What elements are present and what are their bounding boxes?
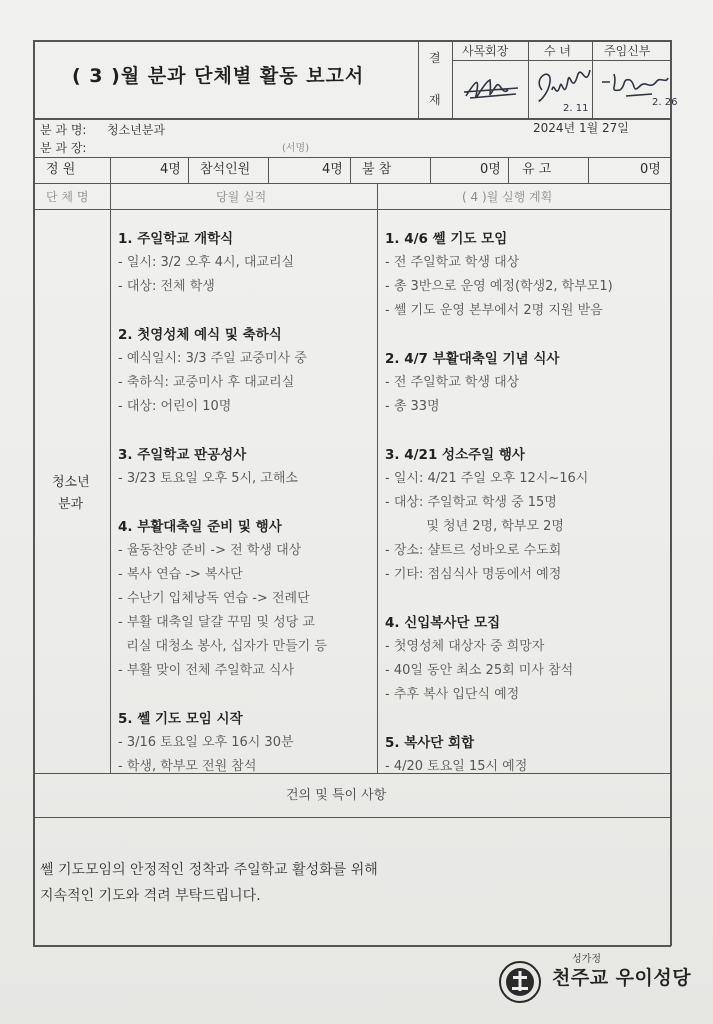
plan-item: - 40일 동안 최소 25회 미사 참석 [385,663,574,678]
results-item: - 율동찬양 준비 -> 전 학생 대상 [118,543,302,558]
results-section [118,443,373,491]
plan-section-title: 1. 4/6 쎌 기도 모임 [385,231,508,247]
head-label: 분 과 장: [40,141,87,155]
results-section [118,323,373,419]
suggestion-header: 건의 및 특이 사항 [286,788,387,803]
plan-item: - 쎌 기도 운영 본부에서 2명 지원 받음 [385,303,603,318]
report-title: ( 3 )월 분과 단체별 활동 보고서 [72,65,365,87]
absent-label: 불 참 [362,162,392,177]
present-value: 4명 [322,162,343,177]
plan-column [385,227,667,803]
plan-item: 및 청년 2명, 학부모 2명 [385,519,564,534]
plan-section [385,347,667,419]
results-item: - 3/23 토요일 오후 5시, 고해소 [118,471,298,486]
plan-section-title: 4. 신입복사단 모집 [385,615,501,631]
results-item: - 부활 대축일 달걀 꾸밈 및 성당 교 [118,615,315,630]
plan-item: - 장소: 샬트르 성바오로 수도회 [385,543,562,558]
signature-date-sister: 2. 11 [563,103,589,114]
plan-section [385,443,667,587]
results-section-title: 2. 첫영성체 예식 및 축하식 [118,327,282,343]
results-item: - 축하식: 교중미사 후 대교리실 [118,375,295,390]
suggestion-line-2: 지속적인 기도와 격려 부탁드립니다. [40,888,261,904]
logo-text: 천주교 우이성당 [552,967,692,989]
plan-item: - 기타: 점심식사 명동에서 예정 [385,567,562,582]
results-item: - 수난기 입체낭독 연습 -> 전례단 [118,591,310,606]
results-item: - 대상: 전체 학생 [118,279,215,294]
results-section [118,707,373,779]
results-item: - 복사 연습 -> 복사단 [118,567,243,582]
plan-item: - 총 3반으로 운영 예정(학생2, 학부모1) [385,279,613,294]
quota-label: 정 원 [46,162,76,177]
quota-value: 4명 [160,162,181,177]
group-name-line1: 청소년 [52,475,90,490]
sign-hint: (서명) [282,143,310,154]
plan-item: - 전 주일학교 학생 대상 [385,255,520,270]
results-section-title: 5. 쎌 기도 모임 시작 [118,711,243,727]
results-item: 리실 대청소 봉사, 십자가 만들기 등 [118,639,327,654]
absent-value: 0명 [480,162,501,177]
approval-header-council: 사목회장 [462,44,509,58]
plan-section-title: 3. 4/21 성소주일 행사 [385,447,525,463]
group-name-line2: 분과 [58,497,84,512]
dept-label: 분 과 명: [40,123,87,137]
plan-section-title: 5. 복사단 회합 [385,735,475,751]
plan-item: - 일시: 4/21 주일 오후 12시~16시 [385,471,589,486]
signature-date-pastor: 2. 26 [652,97,678,108]
plan-item: - 추후 복사 입단식 예정 [385,687,520,702]
frame-top [33,40,671,42]
frame-bottom [33,945,671,947]
parish-seal [498,960,542,1004]
suggestion-line-1: 쎌 기도모임의 안정적인 정착과 주일학교 활성화를 위해 [40,862,378,878]
col-header-group: 단 체 명 [46,190,89,204]
plan-item: - 첫영성체 대상자 중 희망자 [385,639,545,654]
results-section-title: 1. 주일학교 개학식 [118,231,234,247]
results-item: - 3/16 토요일 오후 16시 30분 [118,735,294,750]
results-section-title: 4. 부활대축일 준비 및 행사 [118,519,282,535]
approval-header-sister: 수 녀 [544,44,571,58]
signature-council [462,66,522,110]
approval-label-top: 결 [429,51,441,65]
approval-header-pastor: 주임신부 [604,44,651,58]
results-section-title: 3. 주일학교 판공성사 [118,447,247,463]
logo-small-text: 성가정 [572,954,601,965]
plan-item: - 총 33명 [385,399,440,414]
report-date: 2024년 1월 27일 [533,121,629,135]
results-column [118,227,373,803]
plan-section [385,611,667,707]
results-section [118,515,373,683]
leave-value: 0명 [640,162,661,177]
plan-item: - 4/20 토요일 15시 예정 [385,759,528,774]
plan-section [385,227,667,323]
results-section [118,227,373,299]
frame-right [670,40,672,946]
frame-left [33,40,35,946]
leave-label: 유 고 [522,162,552,177]
approval-label-bottom: 재 [429,93,441,107]
results-item: - 일시: 3/2 오후 4시, 대교리실 [118,255,295,270]
plan-section [385,731,667,779]
results-item: - 학생, 학부모 전원 참석 [118,759,257,774]
col-header-results: 당월 실적 [216,190,267,204]
plan-item: - 전 주일학교 학생 대상 [385,375,520,390]
dept-value: 청소년분과 [107,123,165,137]
results-item: - 예식일시: 3/3 주일 교중미사 중 [118,351,307,366]
plan-item: - 대상: 주일학교 학생 중 15명 [385,495,557,510]
plan-section-title: 2. 4/7 부활대축일 기념 식사 [385,351,560,367]
results-item: - 대상: 어린이 10명 [118,399,232,414]
results-item: - 부활 맞이 전체 주일학교 식사 [118,663,295,678]
present-label: 참석인원 [200,162,251,177]
col-header-plan: ( 4 )월 실행 계획 [462,190,553,204]
